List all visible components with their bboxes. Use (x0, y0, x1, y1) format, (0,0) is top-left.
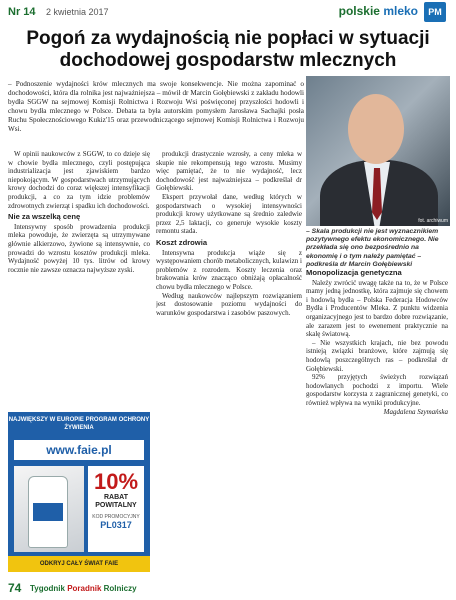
issue-date: 2 kwietnia 2017 (46, 7, 109, 17)
paragraph: Intensywna produkcja wiąże się z występowaniem chorób metabolicznych, kulawizn i problemów z rozrodem. Koszty leczenia oraz brakowania krów znacząco obniżają opłacalność chowu bydła mlecznego w Polsce. (156, 248, 302, 291)
photo-credit: fot. archiwum (418, 218, 448, 224)
paragraph: produkcji drastycznie wzrosły, a ceny mleka w skupie nie rekompensują tego wzrostu. Musimy więc pamiętać, że to nie wydajność, lecz dochodowość jest najważniejsza – podkreślał dr Gołębiewski. (156, 150, 302, 193)
advertisement[interactable] (8, 412, 150, 572)
photo-person-head (348, 94, 404, 164)
ad-url[interactable]: www.faie.pl (14, 440, 144, 460)
brand-logo: PM (424, 2, 446, 22)
author-signature: Magdalena Szymańska (383, 407, 448, 416)
bottle-icon (28, 476, 68, 548)
paragraph: – Nie wszystkich krajach, nie bez powodu istnieją związki branżowe, które zajmują się hodowlą poszczególnych ras – podkreślał dr Gołębiewski. (306, 338, 448, 373)
ad-code: PL0317 (100, 520, 132, 530)
pub-part-a: Tygodnik (30, 584, 68, 593)
brand-part-b: mleko (383, 4, 418, 18)
bottle-label (33, 503, 63, 521)
article-column-3 (306, 266, 448, 576)
article-title: Pogoń za wydajnością nie popłaci w sytuacji dochodowej gospodarstw mlecznych (26, 28, 430, 71)
page-footer (0, 578, 456, 600)
ad-code-label: KOD PROMOCYJNY (92, 514, 140, 520)
subheading: Nie za wszelką cenę (8, 212, 81, 222)
pub-part-c: Rolniczy (101, 584, 137, 593)
brand-part-a: polskie (338, 4, 380, 18)
photo-caption: – Skala produkcji nie jest wyznacznikiem pozytywnego efektu ekonomicznego. Nie przekłada się ono bezpośrednio na ekonomię i o tym należy pamiętać – podkreśla dr Marcin Gołębiewski (306, 228, 439, 268)
ad-top-text: NAJWIĘKSZY W EUROPIE PROGRAM OCHRONY ŻYWIENIA (8, 412, 150, 442)
article-column-1 (8, 150, 150, 410)
paragraph: Według naukowców najlepszym rozwiązaniem jest dostosowanie poziomu wydajności do warunków gospodarstwa i zasobów paszowych. (156, 291, 302, 317)
ad-product-image (14, 466, 84, 552)
page-number: 74 (8, 581, 22, 595)
ad-promo-box (88, 466, 144, 552)
pub-part-b: Poradnik (67, 584, 102, 593)
subheading: Koszt zdrowia (156, 237, 208, 247)
article-lead: – Podnoszenie wydajności krów mlecznych ma swoje konsekwencje. Nie można zapominać o dochodowości, która dla rolnika jest najważniejsza – mówił dr Marcin Gołębiewski z zakładu hodowli bydła SGGW na sejmowej Komisji Rolnictwa i Rozwoju Wsi poświęconej przyszłości hodowli i chowu bydła mlecznego w Polsce. Debata ta była autorskim pomysłem Jarosława Sachajki posła Ruchu Społecznościowego Kukiz'15 oraz przewodniczącego sejmowej Komisji Rolnictwa i Rozwoju Wsi. (8, 80, 304, 133)
ad-bottom-text: ODKRYJ CAŁY ŚWIAT FAIE (8, 556, 150, 572)
paragraph: Intensywny sposób prowadzenia produkcji mleka powoduje, że zwierzęta są utrzymywane głównie alkierzowo, żywione są intensywnie, co prowadzi do wzrostu kosztów produkcji mleka. Wydajność powyżej 10 tys. litrów od krowy rocznie nie zawsze oznacza najwyższe zyski. (8, 222, 150, 274)
article-column-2 (156, 150, 302, 570)
ad-rabat: RABAT POWITALNY (95, 494, 137, 509)
article-photo (306, 76, 450, 226)
publication-name (30, 584, 137, 593)
section-brand (339, 4, 418, 18)
subheading: Monopolizacja genetyczna (306, 268, 402, 277)
ad-discount: 10% (93, 469, 139, 494)
paragraph: Naleźy zwrócić uwagę także na to, że w Polsce mamy jedną jednostkę, która zajmuje się chowem i hodowlą bydła – Polska Federacja Hodowców Bydła i Producentów Mleka. Z punktu widzenia organizacyjnego jest to bardzo dobre rozwiązanie, ale zarazem jest to ewenement praktycznie na skalę światową. (306, 278, 448, 339)
paragraph: W opinii naukowców z SGGW, to co dzieje się w chowie bydła mlecznego, czyli postępująca industrializacja jest zjawiskiem bardzo niepokojącym. W gospodarstwach utrzymujących krowy dochodzi do coraz większej intensyfikacji produkcji, a co za tym idzie problemów zdrowotnych zwierząt i spadku ich dochodowości. (8, 150, 150, 210)
page-header (0, 0, 456, 26)
paragraph: Ekspert przywołał dane, według których w gospodarstwach o wysokiej intensywności produkcji krowy użytkowane są średnio zaledwie przez 2,5 laktacji, co generuje wysokie koszty remontu stada. (156, 192, 302, 236)
issue-number: Nr 14 (8, 6, 36, 18)
paragraph: 92% przyjętych świeżych rozwiązań hodowlanych pochodzi z importu. Wiele gospodarstw korzysta z zagranicznej genetyki, co również wpływa na wyniki produkcyjne. (306, 373, 448, 407)
